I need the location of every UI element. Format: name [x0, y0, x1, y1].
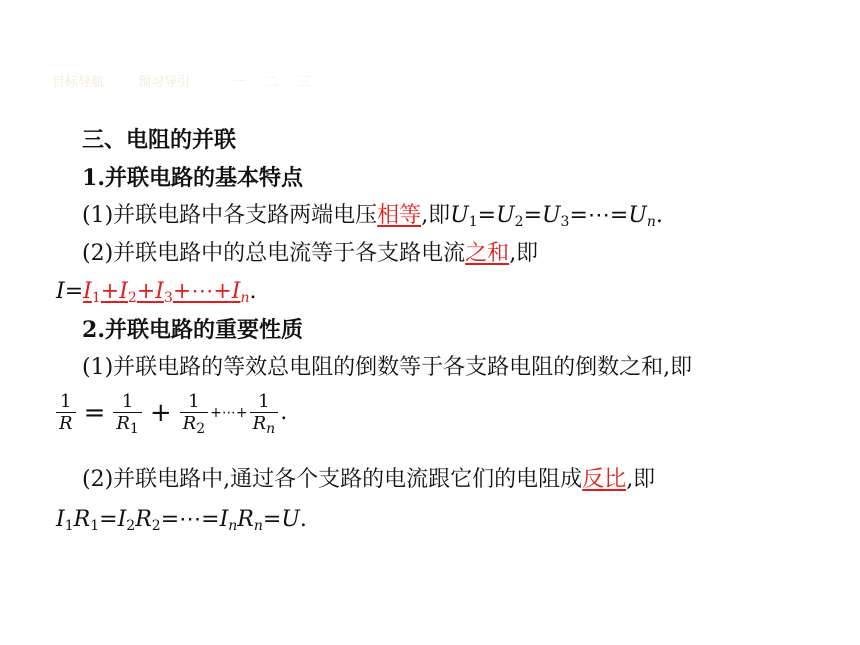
nav-item-3[interactable]: 三	[298, 74, 312, 90]
nav-bar	[52, 70, 331, 90]
fraction: $\frac{1}{R_n}$	[250, 392, 279, 434]
nav-item-1[interactable]: 一	[232, 74, 246, 90]
formula-current: $I=I_1+I_2+I_3+\cdots+I_n$.	[56, 279, 257, 306]
paragraph-text: (2)并联电路中,通过各个支路的电流跟它们的电阻成	[82, 467, 583, 492]
paragraph-current	[82, 240, 538, 268]
paragraph-voltage	[82, 202, 663, 230]
formula-ohm: $I_1R_1=I_2R_2=\cdots=I_nR_n=U$.	[56, 507, 307, 534]
paragraph-text: ,即	[626, 467, 656, 492]
heading-number: 2	[82, 317, 98, 343]
paragraph-text: (1)并联电路中各支路两端电压	[82, 203, 378, 228]
heading-text: 并联电路的基本特点	[104, 165, 303, 191]
section-title: 三、电阻的并联	[82, 127, 237, 153]
heading-properties: 2.并联电路的重要性质	[82, 317, 303, 343]
formula-resistance: $\frac{1}{R}$ = $\frac{1}{R_1}$ + $\frac{1}{R_2}$ +⋯+ $\frac{1}{R_n}$ .	[54, 388, 287, 438]
nav-item-preview[interactable]: 预习导引	[138, 74, 191, 90]
fraction: $\frac{1}{R_1}$	[113, 392, 141, 434]
paragraph-resistance: (1)并联电路的等效总电阻的倒数等于各支路电阻的倒数之和,即	[82, 355, 693, 380]
paragraph-text: ,即	[421, 203, 451, 228]
heading-text: 并联电路的重要性质	[104, 317, 303, 343]
nav-item-2[interactable]: 二	[265, 74, 279, 90]
heading-number: 1	[82, 165, 98, 191]
nav-item-goals[interactable]: 目标导航	[52, 74, 105, 90]
paragraph-inverse	[82, 466, 655, 494]
fraction: $\frac{1}{R}$	[56, 392, 76, 434]
answer-blank: 之和	[465, 241, 510, 266]
heading-basic-features: 1.并联电路的基本特点	[82, 165, 303, 191]
answer-blank: 反比	[582, 467, 627, 492]
fraction: $\frac{1}{R_2}$	[180, 392, 208, 434]
answer-blank: 相等	[377, 203, 422, 228]
formula-voltage: $U_1=U_2=U_3=\cdots=U_n$.	[450, 203, 663, 230]
answer-formula: $I_1+I_2+I_3+\cdots+I_n$	[83, 279, 250, 306]
paragraph-text: (2)并联电路中的总电流等于各支路电流	[82, 241, 466, 266]
paragraph-text: ,即	[509, 241, 539, 266]
